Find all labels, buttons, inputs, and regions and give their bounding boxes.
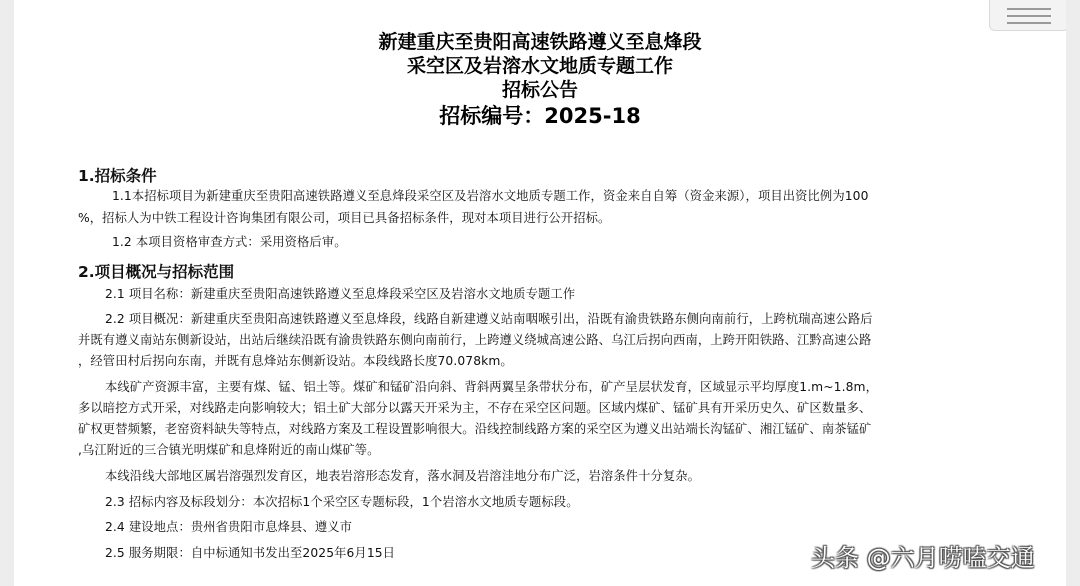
tender-number: 招标编号：2025-18 <box>439 104 641 128</box>
paragraph-2-5: 2.5 服务期限：自中标通知书发出至2025年6月15日 <box>105 546 396 560</box>
paragraph-1-1-line-2: %，招标人为中铁工程设计咨询集团有限公司，项目已具备招标条件，现对本项目进行公开招标。 <box>78 211 611 225</box>
paragraph-karst: 本线沿线大部地区属岩溶强烈发育区，地表岩溶形态发育，落水洞及岩溶洼地分布广泛，岩溶条件十分复杂。 <box>105 469 701 483</box>
menu-bar-icon <box>1007 15 1051 17</box>
paragraph-1-1-line-1: 1.1本招标项目为新建重庆至贵阳高速铁路遵义至息烽段采空区及岩溶水文地质专题工作，资金来自自筹（资金来源），项目出资比例为100 <box>112 189 869 203</box>
section-2-heading: 2.项目概况与招标范围 <box>78 263 235 281</box>
menu-button[interactable] <box>989 0 1066 31</box>
paragraph-2-2-line-3: ，经管田村后拐向东南，并既有息烽站东侧新设站。本段线路长度70.078km。 <box>78 354 513 368</box>
paragraph-2-3: 2.3 招标内容及标段划分：本次招标1个采空区专题标段，1个岩溶水文地质专题标段。 <box>105 495 579 509</box>
menu-bar-icon <box>1007 22 1051 24</box>
paragraph-mineral-line-2: 多以暗挖方式开采，对线路走向影响较大；铝土矿大部分以露天开采为主，不存在采空区问题。区域内煤矿、锰矿具有开采历史久、矿区数量多、 <box>78 401 872 415</box>
menu-bar-icon <box>1007 8 1051 10</box>
paragraph-2-1: 2.1 项目名称：新建重庆至贵阳高速铁路遵义至息烽段采空区及岩溶水文地质专题工作 <box>105 287 576 301</box>
paragraph-2-2-line-2: 并既有遵义南站东侧新设站，出站后继续沿既有渝贵铁路东侧向南前行，上跨遵义绕城高速公路、乌江后拐向西南，上跨开阳铁路、江黔高速公路 <box>78 333 872 347</box>
document-page <box>14 0 1066 586</box>
paragraph-mineral-line-4: ,乌江附近的三合镇光明煤矿和息烽附近的南山煤矿等。 <box>78 443 380 457</box>
title-line-3: 招标公告 <box>501 79 578 101</box>
paragraph-2-2-line-1: 2.2 项目概况：新建重庆至贵阳高速铁路遵义至息烽段，线路自新建遵义站南咽喉引出，沿既有渝贵铁路东侧向南前行，上跨杭瑞高速公路后 <box>105 312 873 326</box>
title-line-2: 采空区及岩溶水文地质专题工作 <box>406 55 673 77</box>
paragraph-mineral-line-3: 矿权更替频繁，老窑资料缺失等特点，对线路方案及工程设置影响很大。沿线控制线路方案的采空区为遵义出站端长沟锰矿、湘江锰矿、南茶锰矿 <box>78 422 872 436</box>
paragraph-mineral-line-1: 本线矿产资源丰富，主要有煤、锰、铝土等。煤矿和锰矿沿向斜、背斜两翼呈条带状分布，矿产呈层状发育，区域显示平均厚度1.m~1.8m， <box>105 380 878 394</box>
document-title <box>14 30 1066 129</box>
watermark-text: 头条 @六月唠嗑交通 <box>811 544 1035 572</box>
title-line-1: 新建重庆至贵阳高速铁路遵义至息烽段 <box>378 31 702 53</box>
paragraph-2-4: 2.4 建设地点：贵州省贵阳市息烽县、遵义市 <box>105 520 353 534</box>
paragraph-1-2: 1.2 本项目资格审查方式：采用资格后审。 <box>112 235 347 249</box>
section-1-heading: 1.招标条件 <box>78 167 157 185</box>
